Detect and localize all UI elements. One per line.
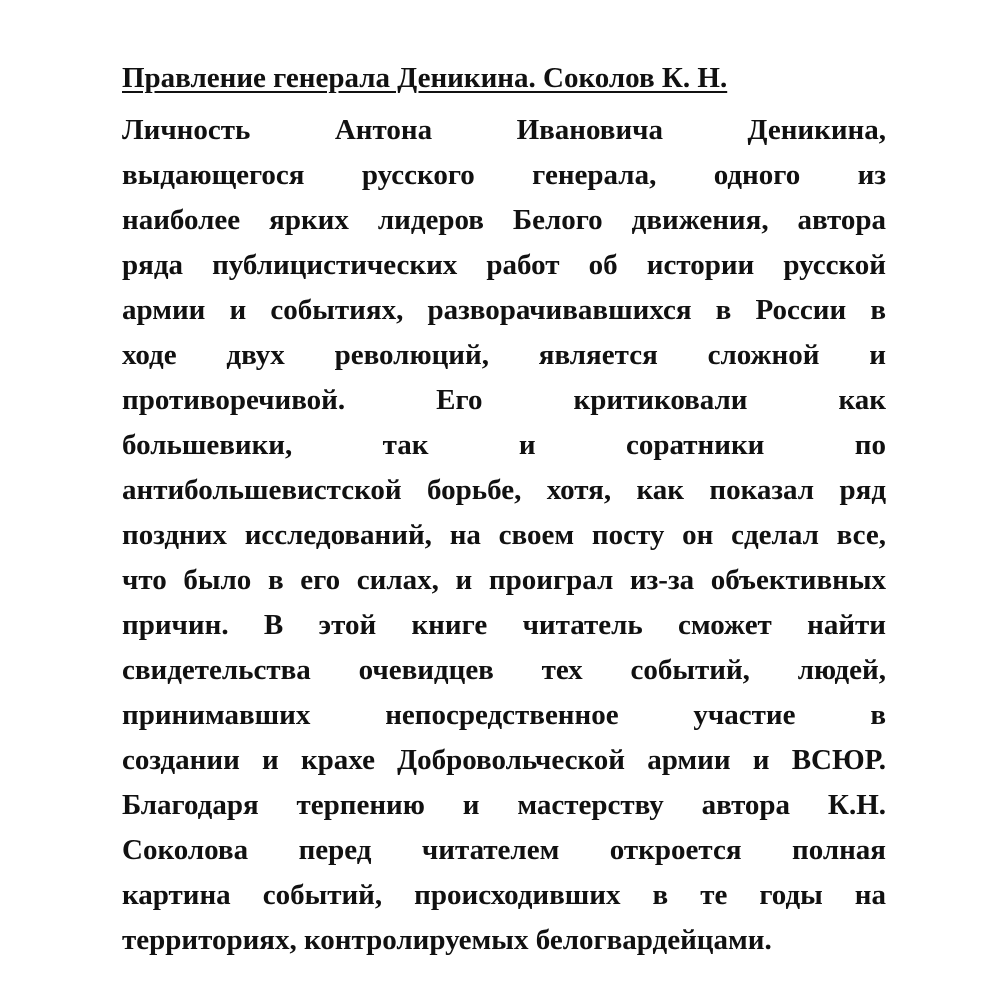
- body-line: что было в его силах, и проиграл из-за объективных: [122, 564, 886, 596]
- body-line: Соколова перед читателем откроется полная: [122, 834, 886, 866]
- document-page: [122, 58, 886, 963]
- body-line-last: территориях, контролируемых белогвардейцами.: [122, 924, 772, 956]
- body-line: большевики, так и соратники по: [122, 429, 886, 461]
- body-line: ходе двух революций, является сложной и: [122, 339, 886, 371]
- body-line: причин. В этой книге читатель сможет найти: [122, 609, 886, 641]
- body-line: картина событий, происходивших в те годы на: [122, 879, 886, 911]
- body-line: выдающегося русского генерала, одного из: [122, 159, 886, 191]
- body-line: ряда публицистических работ об истории русской: [122, 249, 886, 281]
- body-line: наиболее ярких лидеров Белого движения, автора: [122, 204, 886, 236]
- body-line: антибольшевистской борьбе, хотя, как показал ряд: [122, 474, 886, 506]
- document-body: [122, 108, 886, 963]
- document-title: Правление генерала Деникина. Соколов К. Н.: [122, 62, 728, 94]
- body-line: свидетельства очевидцев тех событий, людей,: [122, 654, 886, 686]
- body-line: армии и событиях, разворачивавшихся в России в: [122, 294, 886, 326]
- body-line: создании и крахе Добровольческой армии и ВСЮР.: [122, 744, 886, 776]
- body-line: поздних исследований, на своем посту он сделал все,: [122, 519, 886, 551]
- body-line: противоречивой. Его критиковали как: [122, 384, 886, 416]
- body-line: Личность Антона Ивановича Деникина,: [122, 114, 886, 146]
- body-line: принимавших непосредственное участие в: [122, 699, 886, 731]
- body-line: Благодаря терпению и мастерству автора К.Н.: [122, 789, 886, 821]
